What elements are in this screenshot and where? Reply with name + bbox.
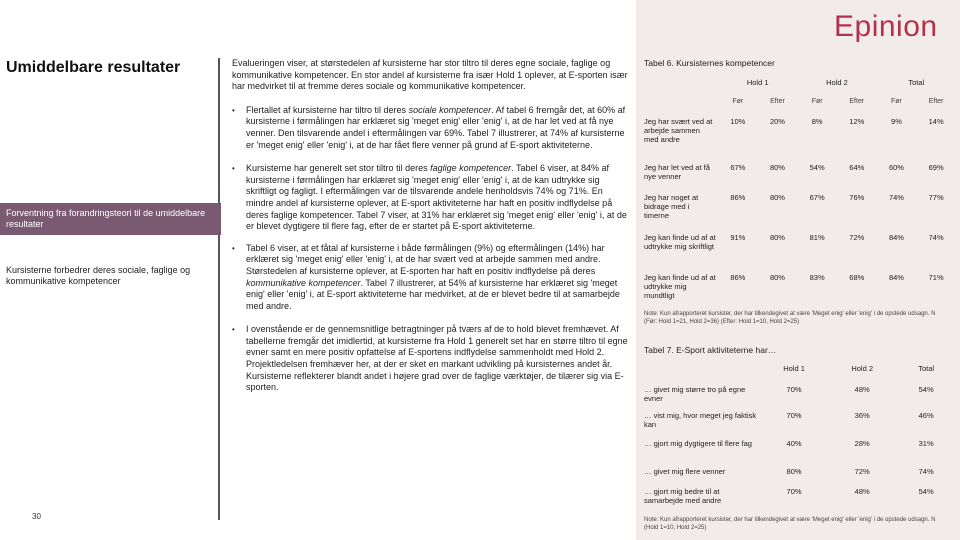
row-label: Jeg kan finde ud af at udtrykke mig mundtligt [644, 273, 716, 300]
row-label: Jeg har let ved at få nye venner [644, 163, 710, 181]
cell-value: 74% [918, 467, 934, 476]
cell-value: 86% [730, 273, 746, 282]
column-header: Hold 2 [826, 78, 848, 87]
column-header: Total [918, 364, 935, 373]
cell-value: 83% [809, 273, 825, 282]
cell-value: 81% [809, 233, 825, 242]
cell-value: 14% [928, 117, 944, 126]
intro-paragraph: Evalueringen viser, at størstedelen af kursisterne har stor tiltro til deres egne sociale, faglige og kommunikative kompetencer. En stor andel af kursisterne fra især Hold 1 oplever, at E-sporten især har medvirket til at fremme deres sociale og kommunikative kompetencer. [232, 58, 628, 92]
cell-value: 91% [730, 233, 746, 242]
cell-value: 86% [730, 193, 746, 202]
cell-value: 72% [854, 467, 870, 476]
cell-value: 80% [769, 163, 785, 172]
cell-value: 54% [809, 163, 825, 172]
cell-value: 80% [786, 467, 802, 476]
cell-value: 70% [786, 487, 802, 496]
table-row [642, 384, 956, 410]
column-subheader: Efter [770, 98, 785, 105]
cell-value: 20% [769, 117, 785, 126]
cell-value: 68% [849, 273, 865, 282]
cell-value: 70% [786, 385, 802, 394]
list-item: • Flertallet af kursisterne har tiltro til deres sociale kompetencer. Af tabel 6 fremgår det, at 60% af kursisterne i førmålingen har erklæret sig 'meget enig' eller 'enig' i, at de har let ved at få nye venner. Den tilsvarende andel i eftermålingen var 69%. Tabel 7 illustrerer, at 74% af kursisterne er 'meget enig' eller 'enig' i, at de har fået flere venner på grund af E-sport aktiviteterne. [232, 105, 628, 151]
cell-value: 74% [928, 233, 944, 242]
table6 [642, 78, 956, 312]
cell-value: 8% [811, 117, 823, 126]
cell-value: 46% [918, 411, 934, 420]
cell-value: 80% [769, 233, 785, 242]
table-row [642, 272, 956, 312]
cell-value: 84% [888, 233, 904, 242]
cell-value: 67% [809, 193, 825, 202]
findings-list [232, 105, 628, 394]
cell-value: 10% [730, 117, 746, 126]
cell-value: 12% [849, 117, 865, 126]
cell-value: 40% [786, 439, 802, 448]
table6-note: Note: Kun afrapporteret kursister, der har tilkendegivet at være 'Meget enig' eller 'enig' i de opstede udsagn. N (Før: Hold 1=21, Hold 2=36) (Efter: Hold 1=10, Hold 2=25) [644, 311, 936, 325]
cell-value: 67% [730, 163, 746, 172]
row-label: … gjort mig bedre til at samarbejde med andre [644, 487, 722, 505]
page-title: Umiddelbare resultater [6, 59, 181, 76]
row-label: Jeg kan finde ud af at udtrykke mig skriftligt [644, 233, 716, 251]
cell-value: 48% [854, 487, 870, 496]
cell-value: 74% [888, 193, 904, 202]
row-label: … vist mig, hvor meget jeg faktisk kan [644, 411, 757, 429]
table7-note: Note: Kun afrapporteret kursister, der har tilkendegivet at være 'Meget enig' eller 'enig' i de opstede udsagn. N (Hold 1=10, Hold 2=25) [644, 517, 936, 531]
list-item: • Tabel 6 viser, at et fåtal af kursisterne i både førmålingen (9%) og eftermålingen (14%) har erklæret sig 'meget enig' eller 'enig' i, at de har svært ved at arbejde sammen med andre. Størstedelen af kursisterne oplever, at E-sporten har haft en positiv indflydelse på deres kommunikative kompetencer. Tabel 7 illustrerer, at 54% af kursisterne har erklæret sig 'meget enig' eller 'enig' i, at E-sport aktiviteterne har medvirket, at de er blevet bedre til at samarbejde med andre. [232, 243, 628, 313]
epinion-logo: Epinion [834, 10, 938, 43]
list-item: • I ovenstående er de gennemsnitlige betragtninger på tværs af de to hold blevet fremhævet. Af tabellerne fremgår det imidlertid, at kursisterne fra Hold 1 generelt set har en større tiltro til egne evner samt en mere positiv opfattelse af E-sportens indflydelse sammenholdt med Hold 2. Projektledelsen fremhæver her, at der er sket en markant udvikling på kursisternes andet år. Kursisterne reflekterer blandt andet i højere grad over de faglige værktøjer, de tilærer sig via E-sporten. [232, 324, 628, 394]
cell-value: 60% [888, 163, 904, 172]
cell-value: 28% [854, 439, 870, 448]
cell-value: 72% [849, 233, 865, 242]
cell-value: 36% [854, 411, 870, 420]
divider [218, 58, 220, 520]
table7 [642, 364, 956, 510]
cell-value: 70% [786, 411, 802, 420]
table-row [642, 192, 956, 232]
row-label: Jeg har noget at bidrage med i timerne [644, 193, 699, 220]
table-row [642, 438, 956, 466]
expectation-heading: Forventning fra forandringsteori til de umiddelbare resultater [0, 203, 221, 235]
cell-value: 64% [849, 163, 865, 172]
column-subheader: Før [732, 98, 744, 105]
row-label: … gjort mig dygtigere til flere fag [644, 439, 752, 448]
table-row [642, 410, 956, 438]
cell-value: 54% [918, 385, 934, 394]
cell-value: 76% [849, 193, 865, 202]
table6-title: Tabel 6. Kursisternes kompetencer [644, 58, 775, 68]
cell-value: 71% [928, 273, 944, 282]
cell-value: 54% [918, 487, 934, 496]
column-subheader: Før [811, 98, 823, 105]
column-header: Hold 2 [851, 364, 874, 373]
table-row [642, 486, 956, 510]
column-subheader: Før [891, 98, 902, 105]
expectation-text: Kursisterne forbedrer deres sociale, faglige og kommunikative kompetencer [6, 265, 191, 286]
main-text [232, 58, 628, 406]
table7-title: Tabel 7. E-Sport aktiviteterne har… [644, 345, 777, 355]
column-header: Hold 1 [783, 364, 805, 373]
cell-value: 48% [854, 385, 870, 394]
table-row [642, 466, 956, 486]
cell-value: 9% [891, 117, 902, 126]
column-subheader: Efter [849, 98, 865, 105]
row-label: Jeg har svært ved at arbejde sammen med andre [644, 117, 713, 144]
list-item: • Kursisterne har generelt set stor tiltro til deres faglige kompetencer. Tabel 6 viser, at 84% af kursisterne i førmålingen har erklæret sig 'meget enig' eller 'enig' i, at de kan udtrykke sig skriftligt og fagligt. I eftermålingen var de tilsvarende andele henholdsvis 74% og 71%. En mindre andel af kursisterne oplever, at E-sport aktiviteterne har haft en positiv indflydelse på deres faglige kompetencer. Tabel 7 viser, at 31% har erklæret sig 'meget enig' eller 'enig' i, at de er blevet dygtigere til flere fag, efter de er startet på E-sport aktiviteterne. [232, 163, 628, 233]
column-header: Hold 1 [746, 78, 769, 87]
cell-value: 77% [928, 193, 944, 202]
cell-value: 80% [769, 273, 785, 282]
table-row [642, 232, 956, 272]
column-subheader: Efter [928, 98, 944, 105]
page-number: 30 [32, 512, 41, 521]
row-label: … givet mig større tro på egne evner [644, 385, 746, 403]
cell-value: 84% [888, 273, 904, 282]
row-label: … givet mig flere venner [644, 467, 726, 476]
table-row [642, 116, 956, 162]
cell-value: 31% [918, 439, 934, 448]
cell-value: 69% [928, 163, 944, 172]
column-header: Total [908, 78, 925, 87]
table-row [642, 162, 956, 192]
cell-value: 80% [769, 193, 785, 202]
